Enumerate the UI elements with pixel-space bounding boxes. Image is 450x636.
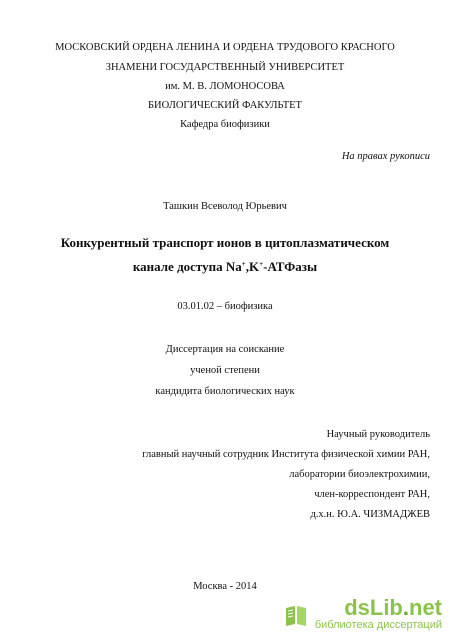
city-year: Москва - 2014 [193, 581, 257, 592]
supervisor-laboratory: лаборатории биоэлектрохимии, [289, 469, 430, 480]
title-line-2 [0, 258, 450, 276]
dslib-watermark [283, 597, 442, 632]
supervisor-heading: Научный руководитель [326, 429, 430, 440]
supervisor-position: главный научный сотрудник Института физической химии РАН, [142, 449, 430, 460]
book-icon [283, 602, 309, 628]
degree-line-2: ученой степени [190, 365, 260, 376]
manuscript-note: На правах рукописи [341, 151, 430, 162]
faculty: БИОЛОГИЧЕСКИЙ ФАКУЛЬТЕТ [148, 100, 302, 111]
degree-line-3: кандидита биологических наук [155, 386, 295, 397]
title-line-2-suffix: -АТФазы [263, 259, 318, 274]
sodium-charge: + [241, 260, 246, 268]
supervisor-title: член-корреспондент РАН, [314, 489, 430, 500]
university-line-1: МОСКОВСКИЙ ОРДЕНА ЛЕНИНА И ОРДЕНА ТРУДОВОГО КРАСНОГО [55, 42, 395, 53]
title-line-2-prefix: канале доступа Na [132, 259, 242, 274]
watermark-logo: dsLib.net [344, 595, 442, 620]
author-name: Ташкин Всеволод Юрьевич [163, 201, 287, 212]
university-line-3: им. М. В. ЛОМОНОСОВА [165, 81, 285, 92]
specialty: 03.01.02 – биофизика [177, 301, 273, 312]
watermark-subtitle: библиотека диссертаций [314, 619, 442, 631]
potassium-charge: + [259, 260, 264, 268]
supervisor-name: д.х.н. Ю.А. ЧИЗМАДЖЕВ [310, 509, 430, 520]
title-line-1: Конкурентный транспорт ионов в цитоплазматическом [60, 235, 390, 250]
title-potassium: ,K [245, 259, 260, 274]
university-line-2: ЗНАМЕНИ ГОСУДАРСТВЕННЫЙ УНИВЕРСИТЕТ [105, 62, 345, 73]
degree-line-1: Диссертация на соискание [165, 344, 285, 355]
department: Кафедра биофизики [180, 119, 270, 130]
